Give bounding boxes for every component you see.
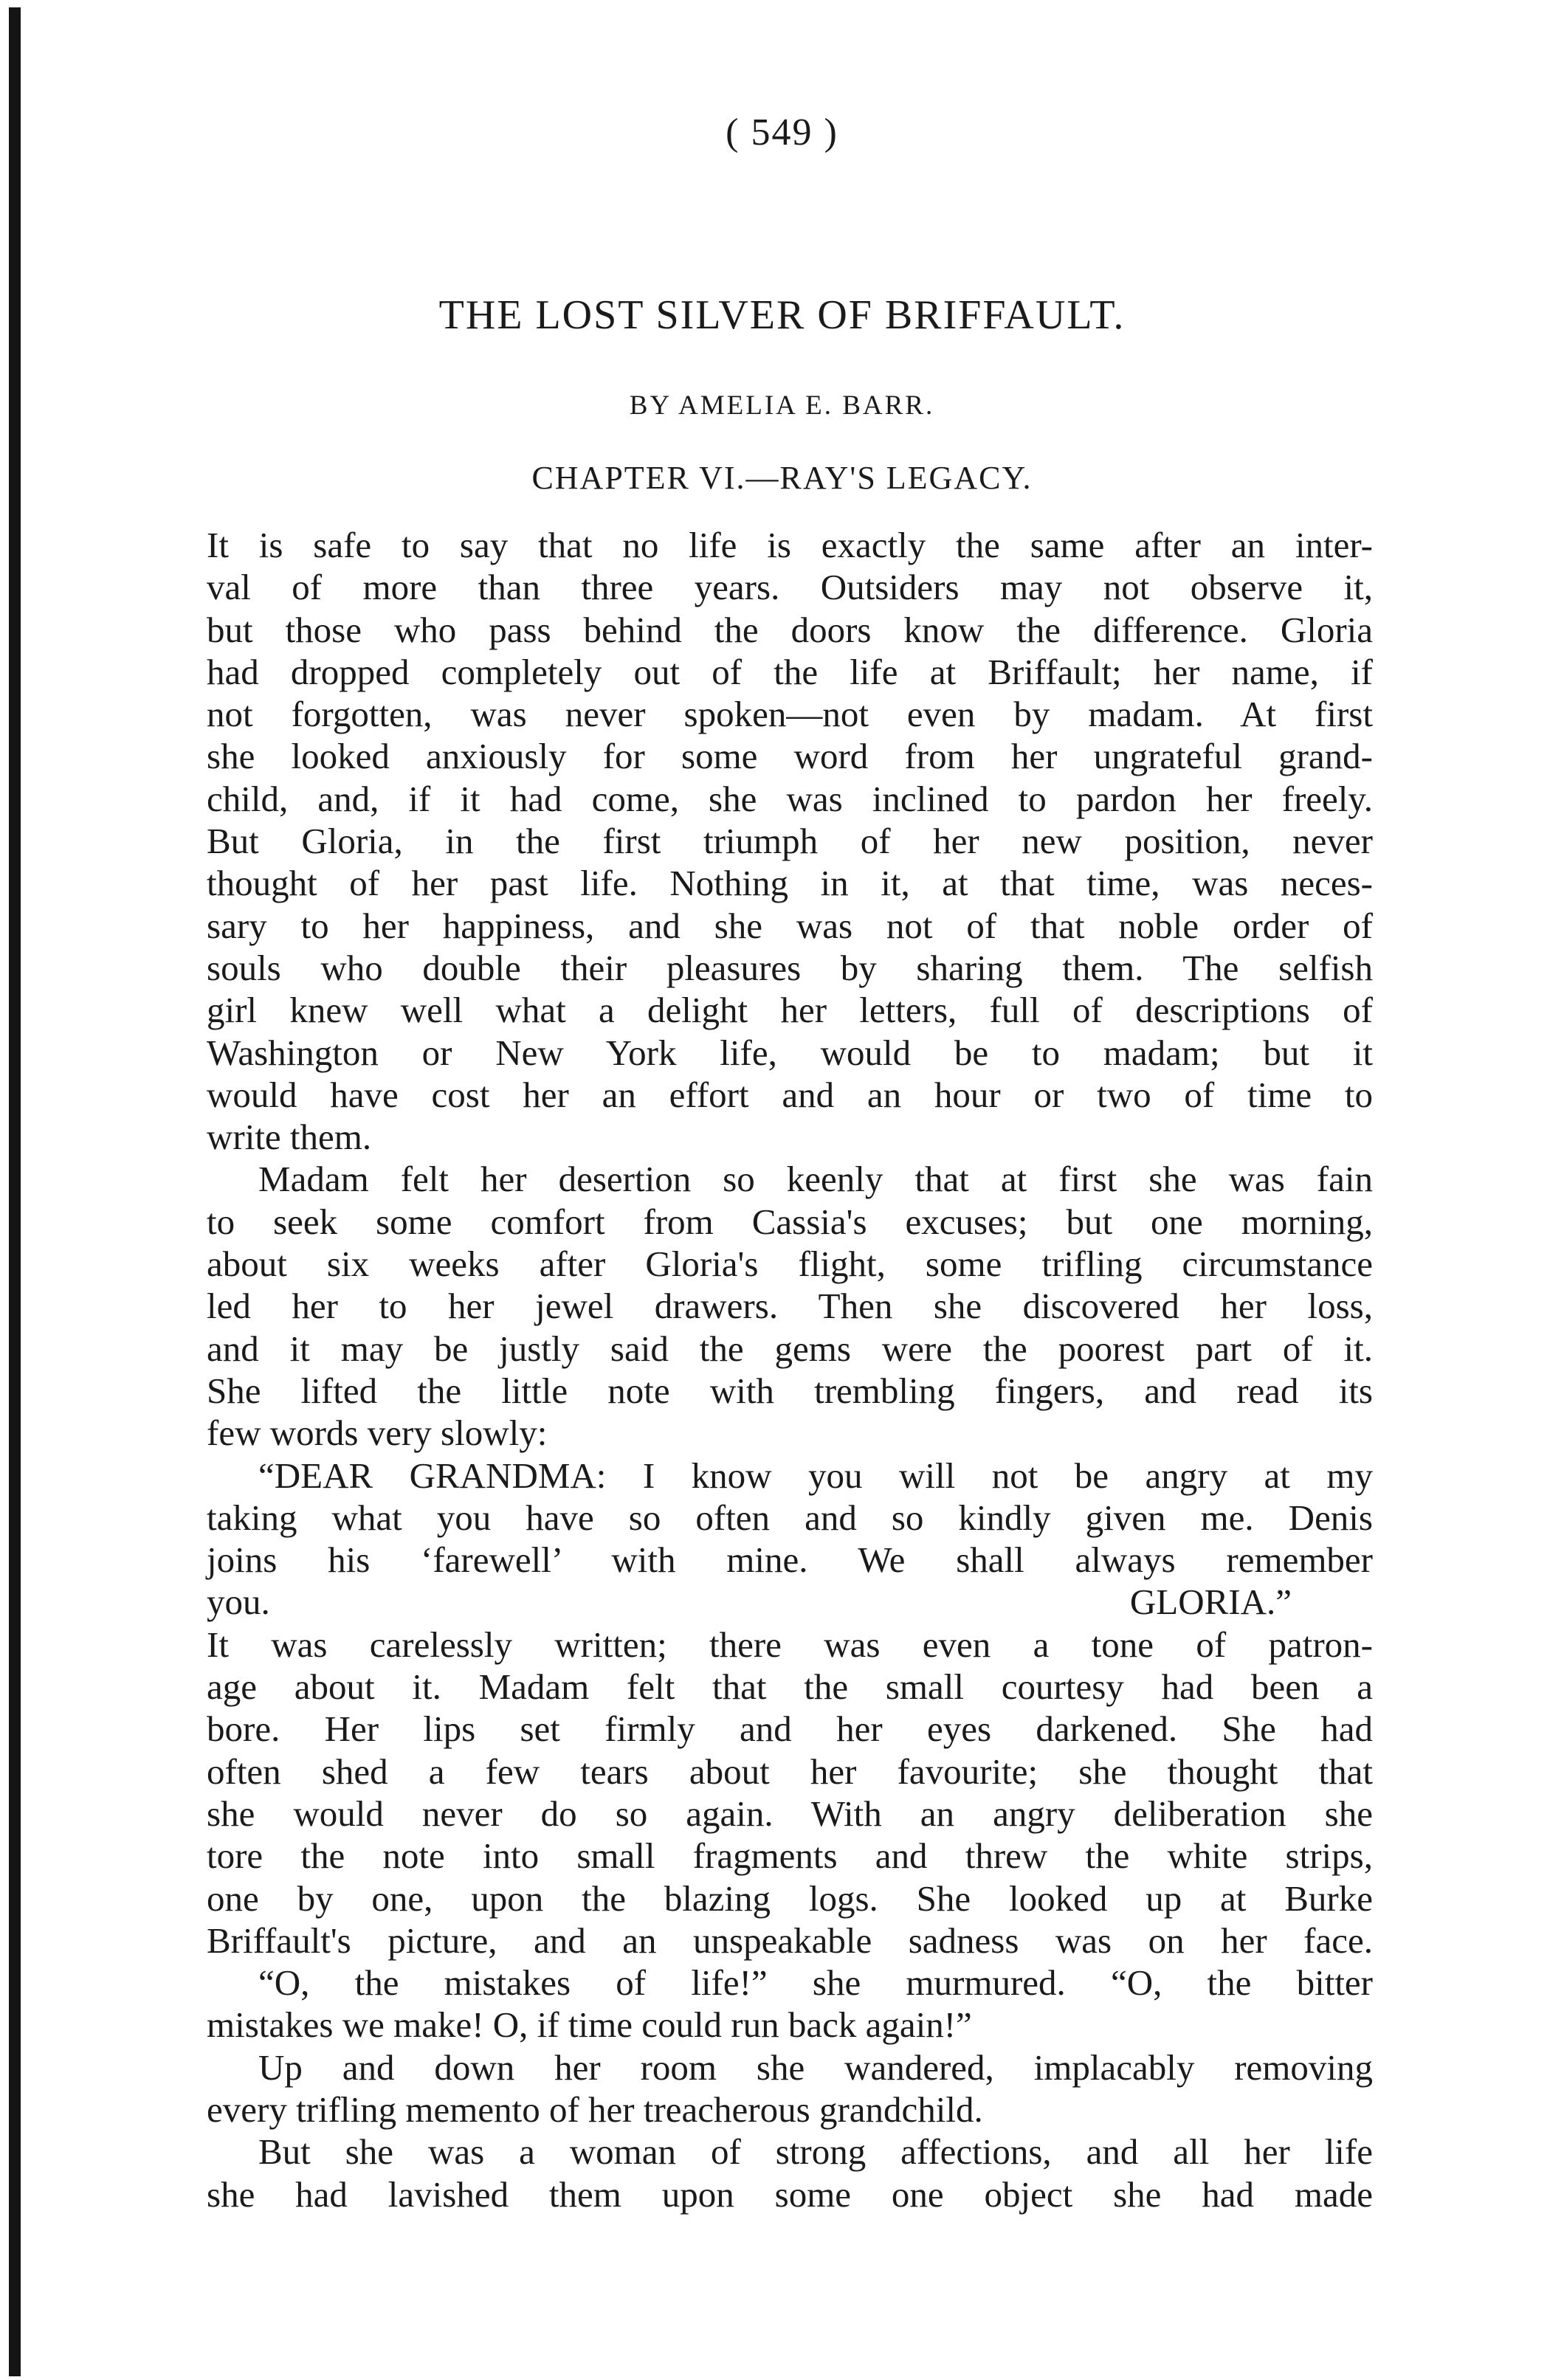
article-title: THE LOST SILVER OF BRIFFAULT. — [438, 292, 1126, 338]
text-line: mistakes we make! O, if time could run back again!” — [207, 2004, 972, 2046]
text-line: child, and, if it had come, she was inclined to pardon her freely. — [207, 778, 1373, 819]
letter-line: joins his ‘farewell’ with mine. We shall always remember — [207, 1539, 1373, 1581]
text-line: Briffault's picture, and an unspeakable sadness was on her face. — [207, 1919, 1373, 1961]
text-line: not forgotten, was never spoken—not even by madam. At first — [207, 694, 1373, 735]
letter-closing — [207, 1581, 1373, 1623]
text-line: Up and down her room she wandered, implacably removing — [258, 2046, 1373, 2088]
letter-line: “DEAR GRANDMA: I know you will not be angry at my — [258, 1455, 1373, 1496]
text-line: She lifted the little note with trembling fingers, and read its — [207, 1370, 1373, 1411]
text-line: but those who pass behind the doors know the difference. Gloria — [207, 609, 1373, 650]
text-line: val of more than three years. Outsiders may not observe it, — [207, 567, 1373, 608]
chapter-heading: CHAPTER VI.—RAY'S LEGACY. — [531, 460, 1033, 496]
text-line: Madam felt her desertion so keenly that at first she was fain — [258, 1159, 1373, 1200]
text-line: one by one, upon the blazing logs. She looked up at Burke — [207, 1877, 1373, 1919]
text-line: tore the note into small fragments and threw the white strips, — [207, 1835, 1373, 1877]
text-line: led her to her jewel drawers. Then she discovered her loss, — [207, 1286, 1373, 1327]
text-line: girl knew well what a delight her letters, full of descriptions of — [207, 990, 1373, 1031]
text-line: sary to her happiness, and she was not of that noble order of — [207, 905, 1373, 946]
page-edge-shadow — [9, 7, 21, 2376]
text-line: she looked anxiously for some word from her ungrateful grand- — [207, 736, 1373, 777]
text-line: to seek some comfort from Cassia's excuses; but one morning, — [207, 1201, 1373, 1242]
text-line: would have cost her an effort and an hour or two of time to — [207, 1074, 1373, 1115]
text-line: age about it. Madam felt that the small courtesy had been a — [207, 1666, 1373, 1708]
text-line: had dropped completely out of the life at Briffault; her name, if — [207, 651, 1373, 692]
text-line: she had lavished them upon some one object she had made — [207, 2173, 1373, 2215]
text-line: few words very slowly: — [207, 1413, 548, 1454]
article-body — [207, 524, 1373, 2215]
text-line: thought of her past life. Nothing in it, at that time, was neces- — [207, 863, 1373, 904]
text-line: It is safe to say that no life is exactly the same after an inter- — [207, 525, 1373, 565]
text-line: “O, the mistakes of life!” she murmured. “O, the bitter — [258, 1962, 1373, 2004]
text-line: Washington or New York life, would be to madam; but it — [207, 1032, 1373, 1073]
text-line: But Gloria, in the first triumph of her new position, never — [207, 821, 1373, 862]
text-line: It was carelessly written; there was even a tone of patron- — [207, 1624, 1373, 1665]
letter-signature: GLORIA.” — [1129, 1582, 1292, 1623]
page-number: ( 549 ) — [726, 111, 838, 154]
text-line: write them. — [207, 1117, 372, 1158]
text-line: often shed a few tears about her favourite; she thought that — [207, 1750, 1373, 1792]
text-line: every trifling memento of her treacherous grandchild. — [207, 2088, 983, 2130]
text-line: she would never do so again. With an angry deliberation she — [207, 1793, 1373, 1834]
text-line: and it may be justly said the gems were the poorest part of it. — [207, 1328, 1373, 1369]
byline: BY AMELIA E. BARR. — [629, 390, 935, 421]
text-line: about six weeks after Gloria's flight, some trifling circumstance — [207, 1244, 1373, 1285]
letter-line: taking what you have so often and so kindly given me. Denis — [207, 1497, 1373, 1538]
text-line: souls who double their pleasures by sharing them. The selfish — [207, 947, 1373, 988]
letter-line: you. — [207, 1582, 270, 1623]
text-line: But she was a woman of strong affections, and all her life — [258, 2131, 1373, 2173]
text-line: bore. Her lips set firmly and her eyes darkened. She had — [207, 1708, 1373, 1750]
